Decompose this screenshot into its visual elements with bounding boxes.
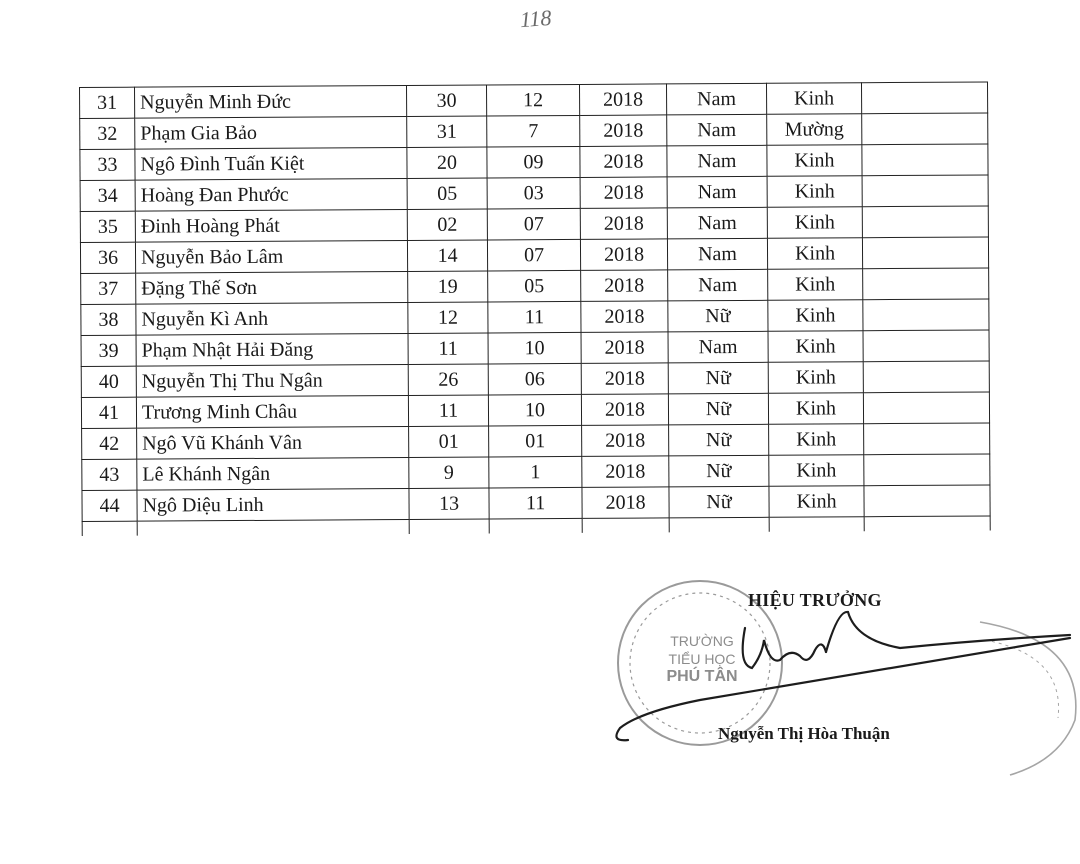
birth-year-cell: 2018	[580, 115, 667, 147]
birth-day-cell: 11	[408, 395, 488, 426]
gender-cell: Nam	[667, 207, 767, 239]
gender-cell: Nam	[666, 83, 766, 115]
birth-day-cell: 12	[408, 302, 488, 333]
birth-year-cell: 2018	[582, 425, 669, 457]
birth-month-cell: 10	[488, 394, 581, 426]
gender-cell: Nữ	[668, 393, 768, 425]
birth-day-cell: 31	[407, 116, 487, 147]
ethnicity-cell: Kinh	[768, 362, 863, 394]
birth-day-cell: 30	[406, 85, 486, 116]
row-number-cell: 40	[81, 366, 136, 397]
birth-year-cell: 2018	[581, 394, 668, 426]
student-name-cell: Phạm Gia Bảo	[135, 116, 407, 149]
row-number-cell: 44	[82, 490, 137, 521]
ethnicity-cell: Kinh	[769, 424, 864, 456]
ethnicity-cell: Mường	[767, 114, 862, 146]
birth-month-cell: 7	[487, 115, 580, 147]
birth-day-cell: 9	[409, 457, 489, 488]
birth-day-cell: 02	[407, 209, 487, 240]
ethnicity-cell: Kinh	[767, 238, 862, 270]
birth-day-cell: 01	[409, 426, 489, 457]
birth-month-cell: 07	[487, 208, 580, 240]
birth-year-cell: 2018	[581, 332, 668, 364]
ethnicity-cell: Kinh	[769, 455, 864, 487]
row-number-cell: 38	[81, 304, 136, 335]
birth-year-cell: 2018	[582, 456, 669, 488]
student-name-cell: Hoàng Đan Phước	[135, 178, 407, 211]
row-number-cell: 37	[81, 273, 136, 304]
gender-cell: Nam	[668, 331, 768, 363]
birth-year-cell: 2018	[580, 208, 667, 240]
birth-month-cell: 07	[487, 239, 580, 271]
birth-year-cell: 2018	[579, 84, 666, 116]
student-name-cell: Nguyễn Thị Thu Ngân	[136, 364, 408, 397]
gender-cell: Nữ	[668, 362, 768, 394]
birth-month-cell: 09	[487, 146, 580, 178]
gender-cell: Nam	[667, 238, 767, 270]
seal-line-3: PHÚ TÂN	[666, 668, 738, 685]
student-name-cell: Nguyễn Kì Anh	[136, 302, 408, 335]
student-name-cell: Ngô Diệu Linh	[137, 488, 409, 521]
ethnicity-cell: Kinh	[766, 83, 861, 115]
birth-month-cell: 11	[488, 301, 581, 333]
birth-day-cell: 11	[408, 333, 488, 364]
birth-month-cell: 05	[488, 270, 581, 302]
birth-month-cell: 10	[488, 332, 581, 364]
row-number-cell: 32	[80, 118, 135, 149]
ethnicity-cell: Kinh	[767, 145, 862, 177]
ethnicity-cell: Kinh	[767, 207, 862, 239]
birth-day-cell: 19	[408, 271, 488, 302]
gender-cell: Nữ	[668, 300, 768, 332]
signature-title: HIỆU TRƯỞNG	[748, 590, 882, 610]
ethnicity-cell: Kinh	[768, 269, 863, 301]
student-name-cell: Đặng Thế Sơn	[136, 271, 408, 304]
birth-day-cell: 05	[407, 178, 487, 209]
row-number-cell: 41	[81, 397, 136, 428]
ethnicity-cell: Kinh	[769, 486, 864, 518]
ethnicity-cell: Kinh	[768, 331, 863, 363]
birth-year-cell: 2018	[581, 270, 668, 302]
student-name-cell: Lê Khánh Ngân	[137, 457, 409, 490]
birth-month-cell: 06	[488, 363, 581, 395]
row-number-cell: 34	[80, 180, 135, 211]
row-number-cell: 33	[80, 149, 135, 180]
row-number-cell: 35	[80, 211, 135, 242]
ethnicity-cell: Kinh	[768, 300, 863, 332]
gender-cell: Nữ	[669, 455, 769, 487]
gender-cell: Nữ	[669, 486, 769, 518]
birth-year-cell: 2018	[581, 301, 668, 333]
gender-cell: Nam	[668, 269, 768, 301]
birth-month-cell: 1	[489, 456, 582, 488]
row-number-cell: 43	[82, 459, 137, 490]
seal-line-1: TRƯỜNG	[670, 633, 734, 649]
birth-day-cell: 13	[409, 488, 489, 519]
birth-year-cell: 2018	[582, 487, 669, 519]
row-number-cell: 39	[81, 335, 136, 366]
gender-cell: Nam	[667, 145, 767, 177]
row-number-cell: 31	[80, 87, 135, 118]
gender-cell: Nữ	[669, 424, 769, 456]
student-name-cell: Nguyễn Minh Đức	[135, 85, 407, 118]
gender-cell: Nam	[667, 176, 767, 208]
birth-day-cell: 20	[407, 147, 487, 178]
birth-year-cell: 2018	[581, 363, 668, 395]
student-name-cell: Nguyễn Bảo Lâm	[135, 240, 407, 273]
seal-line-2: TIỂU HỌC	[668, 651, 736, 667]
birth-day-cell: 14	[407, 240, 487, 271]
signer-name: Nguyễn Thị Hòa Thuận	[718, 724, 890, 743]
row-number-cell: 36	[80, 242, 135, 273]
birth-month-cell: 01	[489, 425, 582, 457]
gender-cell: Nam	[667, 114, 767, 146]
birth-month-cell: 03	[487, 177, 580, 209]
birth-year-cell: 2018	[580, 239, 667, 271]
student-name-cell: Đinh Hoàng Phát	[135, 209, 407, 242]
student-name-cell: Trương Minh Châu	[136, 395, 408, 428]
signature-block	[600, 560, 1080, 800]
birth-year-cell: 2018	[580, 146, 667, 178]
student-name-cell: Ngô Đình Tuấn Kiệt	[135, 147, 407, 180]
birth-day-cell: 26	[408, 364, 488, 395]
ethnicity-cell: Kinh	[767, 176, 862, 208]
student-name-cell: Phạm Nhật Hải Đăng	[136, 333, 408, 366]
birth-year-cell: 2018	[580, 177, 667, 209]
birth-month-cell: 11	[489, 487, 582, 519]
ethnicity-cell: Kinh	[768, 393, 863, 425]
birth-month-cell: 12	[486, 84, 579, 116]
student-name-cell: Ngô Vũ Khánh Vân	[137, 426, 409, 459]
row-number-cell: 42	[82, 428, 137, 459]
page-number: 118	[519, 4, 553, 33]
